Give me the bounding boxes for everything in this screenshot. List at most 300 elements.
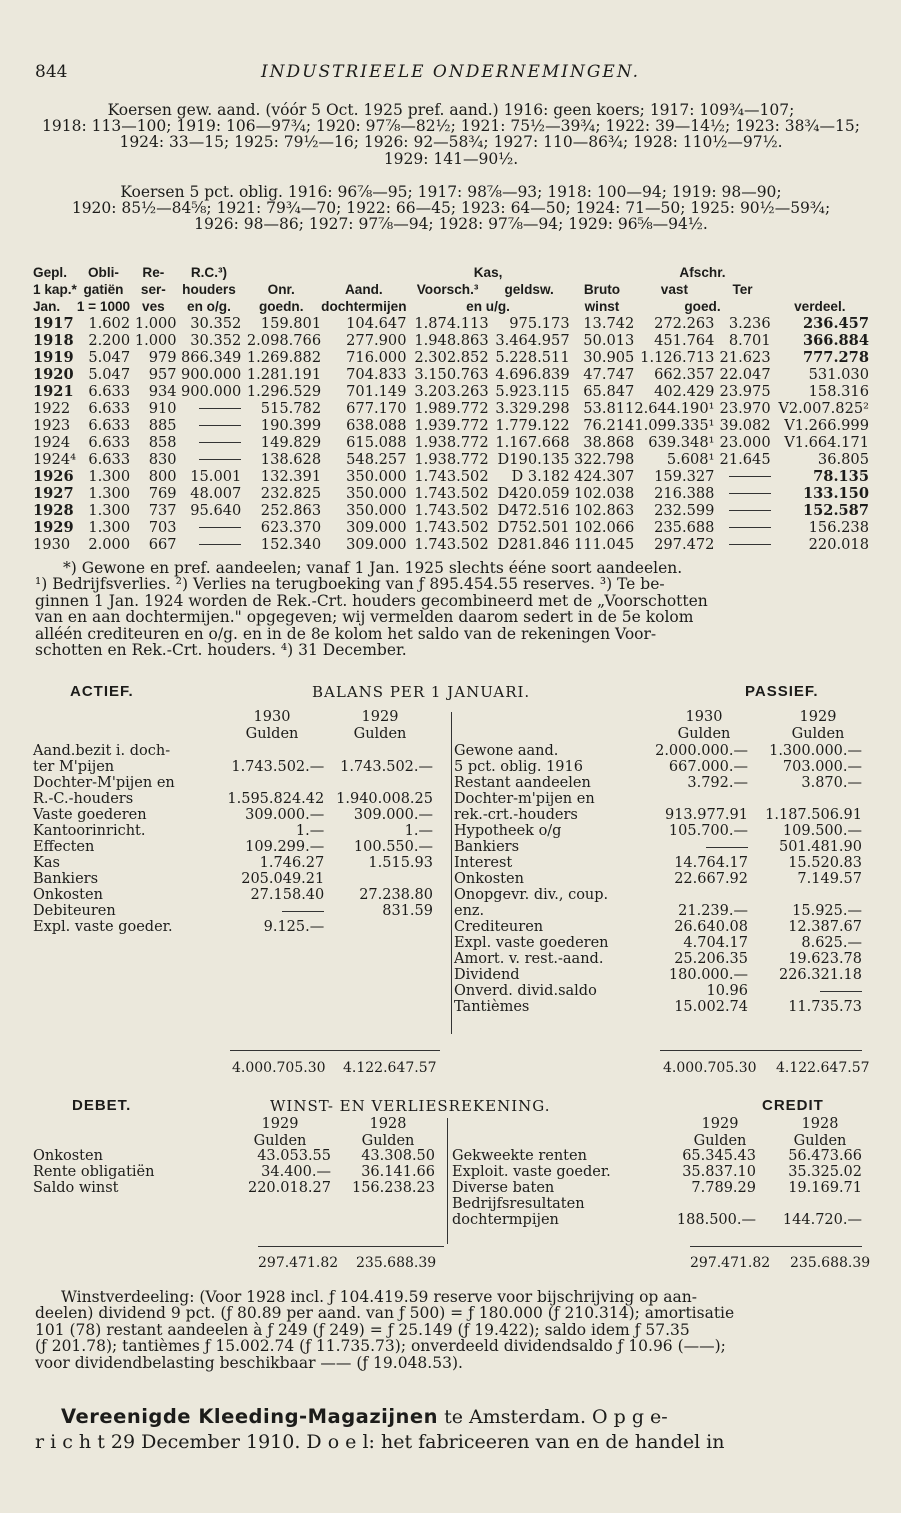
table-cell: 3.464.957 — [495, 331, 570, 349]
ledger-amount: 220.018.27 — [247, 1180, 331, 1196]
winst-debet-table — [33, 1148, 435, 1196]
ledger-amount: 667.000.— — [668, 759, 748, 775]
ledger-row — [454, 807, 862, 823]
table-cell: 737 — [148, 501, 177, 519]
table-cell: 48.007 — [190, 484, 242, 502]
ledger-amount: 9.125.— — [263, 919, 325, 935]
table-cell: 39.082 — [719, 416, 771, 434]
year-label: 1929 — [261, 1116, 299, 1132]
ledger-label: Restant aandeelen — [454, 775, 591, 791]
table-cell: 309.000 — [346, 518, 407, 536]
table-cell: 866.349 — [180, 348, 242, 366]
table-cell: 30.352 — [190, 314, 242, 332]
ledger-row — [454, 967, 862, 983]
table-cell: 111.045 — [573, 535, 635, 553]
table-cell: 1924 — [33, 433, 71, 451]
winst-year-col — [680, 1116, 760, 1149]
ledger-amount: 14.764.17 — [674, 855, 748, 871]
balans-passief-table — [454, 743, 862, 1015]
table-header-cell: geldsw. — [504, 281, 554, 297]
koersen-oblig-block — [35, 184, 867, 233]
table-cell: 1.989.772 — [414, 399, 489, 417]
table-cell: 548.257 — [346, 450, 407, 468]
company-location: te Amsterdam. O p g e- — [438, 1406, 668, 1428]
table-header-cell: winst — [584, 298, 620, 314]
ledger-amount: 15.520.83 — [788, 855, 862, 871]
year-label: 1929 — [701, 1116, 739, 1132]
table-cell: 102.066 — [573, 518, 635, 536]
koersen-line: Koersen 5 pct. oblig. 1916: 96⅞—95; 1917: 98⅞—93; 1918: 100—94; 1919: 98—90; — [120, 183, 782, 201]
table-cell: 1.300 — [88, 518, 131, 536]
table-cell: 515.782 — [260, 399, 322, 417]
table-header-cell — [570, 264, 635, 281]
ledger-amount: 1.743.502.— — [231, 759, 325, 775]
ledger-amount: 309.000.— — [245, 807, 325, 823]
table-cell: 30.352 — [190, 331, 242, 349]
table-header-cell: gatiën — [83, 281, 124, 297]
ledger-label: Debiteuren — [33, 903, 116, 919]
table-cell: 1.300 — [88, 467, 131, 485]
table-cell: 95.640 — [190, 501, 242, 519]
winst-title: WINST- EN VERLIESREKENING. — [270, 1097, 551, 1115]
ledger-label: Interest — [454, 855, 513, 871]
table-cell: 1928 — [33, 501, 74, 519]
balans-total: 4.000.705.30 — [663, 1060, 757, 1076]
ledger-label: Diverse baten — [452, 1180, 555, 1196]
winst-year-col — [348, 1116, 428, 1149]
ledger-amount: 226.321.18 — [778, 967, 862, 983]
table-header-cell: verdeel. — [794, 298, 846, 314]
table-cell: 1.938.772 — [414, 433, 489, 451]
ledger-amount: 65.345.43 — [682, 1148, 756, 1164]
table-header-cell — [771, 264, 869, 281]
ledger-label: Onverd. divid.saldo — [454, 983, 597, 999]
ledger-amount: 26.640.08 — [674, 919, 748, 935]
winst-total-rule — [690, 1246, 862, 1247]
ledger-amount — [324, 775, 433, 791]
table-cell: 4.696.839 — [495, 365, 570, 383]
ledger-amount: 19.169.71 — [788, 1180, 862, 1196]
table-cell: 8.701 — [728, 331, 771, 349]
company-line-2: r i c h t 29 December 1910. D o e l: het fabriceeren van en de handel in — [35, 1431, 725, 1453]
table-cell: 220.018 — [808, 535, 869, 553]
unit-label: Gulden — [791, 725, 845, 742]
table-cell: 1.939.772 — [414, 416, 489, 434]
table-cell: 1.602 — [88, 314, 131, 332]
table-cell: 1924⁴ — [33, 450, 76, 468]
ledger-row — [454, 839, 862, 855]
balans-total: 4.000.705.30 — [232, 1060, 326, 1076]
table-cell: 2.000 — [88, 535, 131, 553]
table-row — [33, 451, 869, 468]
year-label: 1929 — [799, 709, 837, 725]
ledger-row — [454, 919, 862, 935]
company-name: Vereenigde Kleeding-Magazijnen — [61, 1405, 439, 1428]
ledger-row — [454, 855, 862, 871]
table-cell: 2.200 — [88, 331, 131, 349]
table-cell: 1.296.529 — [246, 382, 322, 400]
table-cell: D 3.182 — [511, 467, 570, 485]
balans-actief-table — [33, 743, 433, 935]
table-cell: 1.938.772 — [414, 450, 489, 468]
table-cell: 1918 — [33, 331, 74, 349]
table-row — [33, 315, 869, 332]
ledger-row — [454, 791, 862, 807]
ledger-amount: 4.704.17 — [683, 935, 748, 951]
balans-total: 4.122.647.57 — [343, 1060, 437, 1076]
table-cell — [714, 485, 770, 502]
ledger-label: R.-C.-houders — [33, 791, 134, 807]
ledger-label: Tantièmes — [454, 999, 530, 1015]
ledger-row — [33, 855, 433, 871]
table-cell: 2.302.852 — [414, 348, 489, 366]
table-cell: 1920 — [33, 365, 74, 383]
unit-label: Gulden — [677, 725, 731, 742]
table-row — [33, 332, 869, 349]
ledger-row — [454, 887, 862, 903]
ledger-row — [33, 823, 433, 839]
table-cell — [177, 536, 242, 553]
running-title: INDUSTRIEELE ONDERNEMINGEN. — [260, 62, 641, 82]
ledger-amount: 144.720.— — [782, 1212, 862, 1228]
dash-mark — [199, 425, 241, 426]
ledger-label: Bedrijfsresultaten — [452, 1196, 585, 1212]
table-cell: 149.829 — [260, 433, 322, 451]
table-cell: 5.608¹ — [666, 450, 715, 468]
table-cell: 3.203.263 — [414, 382, 489, 400]
winstverdeeling-line: Winstverdeeling: (Voor 1928 incl. ƒ 104.419.59 reserve voor bijschrijving op aan- — [61, 1288, 697, 1306]
winst-credit-table — [452, 1148, 862, 1228]
ledger-label: Onkosten — [33, 1148, 103, 1164]
balans-passief-heading: PASSIEF. — [745, 683, 819, 700]
ledger-label: Gekweekte renten — [452, 1148, 587, 1164]
table-header-cell: Gepl. — [33, 264, 67, 280]
table-cell — [177, 400, 242, 417]
table-cell: 900.000 — [180, 382, 242, 400]
ledger-amount: 109.299.— — [245, 839, 325, 855]
ledger-row — [454, 983, 862, 999]
ledger-amount: 501.481.90 — [778, 839, 862, 855]
page-number: 844 — [35, 62, 68, 82]
winstverdeeling-line: 101 (78) restant aandeelen à ƒ 249 (ƒ 249) = ƒ 25.149 (ƒ 19.422); saldo idem ƒ 57.35 — [35, 1320, 690, 1339]
ledger-row — [33, 807, 433, 823]
table-cell: 2.098.766 — [246, 331, 322, 349]
ledger-amount: 3.870.— — [801, 775, 862, 791]
table-cell: 132.391 — [260, 467, 322, 485]
ledger-amount — [662, 1196, 756, 1212]
table-cell: 6.633 — [88, 450, 131, 468]
table-cell: 1.000 — [134, 331, 177, 349]
koersen-line: Koersen gew. aand. (vóór 5 Oct. 1925 pref. aand.) 1916: geen koers; 1917: 109¾—107; — [107, 101, 795, 119]
ledger-amount — [227, 903, 324, 919]
year-label: 1928 — [369, 1116, 407, 1132]
dash-mark — [729, 544, 771, 545]
table-header-row — [33, 298, 869, 315]
table-cell: 1.779.122 — [495, 416, 570, 434]
ledger-row — [454, 871, 862, 887]
table-cell: 677.170 — [346, 399, 407, 417]
ledger-label: Saldo winst — [33, 1180, 119, 1196]
table-header-cell: Voorsch.³ — [416, 281, 479, 297]
ledger-label: 5 pct. oblig. 1916 — [454, 759, 583, 775]
ledger-label: Kas — [33, 855, 60, 871]
ledger-amount: 12.387.67 — [788, 919, 862, 935]
table-cell: 22.047 — [719, 365, 771, 383]
footnote-line: *) Gewone en pref. aandeelen; vanaf 1 Jan. 1925 slechts ééne soort aandeelen. — [63, 559, 683, 577]
ledger-amount: 703.000.— — [782, 759, 862, 775]
ledger-amount: 43.308.50 — [361, 1148, 435, 1164]
table-cell: 1921 — [33, 382, 74, 400]
ledger-amount: 913.977.91 — [664, 807, 748, 823]
table-header-cell: ves — [142, 298, 165, 314]
table-row — [33, 485, 869, 502]
table-cell: 76.214 — [583, 416, 635, 434]
ledger-label: Gewone aand. — [454, 743, 559, 759]
ledger-amount: 35.325.02 — [788, 1164, 862, 1180]
ledger-amount: 21.239.— — [678, 903, 748, 919]
footnote-line: ginnen 1 Jan. 1924 worden de Rek.-Crt. houders gecombineerd met de „Voorschotten — [35, 591, 708, 610]
table-header-cell — [321, 264, 406, 281]
dash-mark — [729, 493, 771, 494]
ledger-row — [452, 1212, 862, 1228]
table-cell: 277.900 — [346, 331, 407, 349]
table-cell: V1.266.999 — [784, 416, 869, 434]
table-cell: 979 — [148, 348, 177, 366]
table-cell: 159.801 — [260, 314, 322, 332]
winst-total: 235.688.39 — [356, 1255, 437, 1271]
table-cell: 138.628 — [260, 450, 322, 468]
ledger-amount: 205.049.21 — [241, 871, 325, 887]
winstverdeeling-line: deelen) dividend 9 pct. (ƒ 80.89 per aand. van ƒ 500) = ƒ 180.000 (ƒ 210.314); amortisatie — [35, 1304, 735, 1323]
ledger-row — [454, 951, 862, 967]
dash-mark — [729, 476, 771, 477]
ledger-amount — [756, 1196, 862, 1212]
table-header-cell: vast — [660, 281, 688, 297]
unit-label: Gulden — [793, 1132, 847, 1149]
table-cell: 1930 — [33, 535, 71, 553]
balans-total-rule — [660, 1050, 862, 1051]
unit-label: Gulden — [693, 1132, 747, 1149]
table-cell: 900.000 — [180, 365, 242, 383]
ledger-amount: 309.000.— — [353, 807, 433, 823]
ledger-amount: 105.700.— — [668, 823, 748, 839]
table-cell: 133.150 — [802, 484, 869, 502]
unit-label: Gulden — [361, 1132, 415, 1149]
table-cell: 957 — [148, 365, 177, 383]
ledger-amount: 27.158.40 — [250, 887, 325, 903]
table-cell: 6.633 — [88, 416, 131, 434]
table-cell: 1.281.191 — [246, 365, 322, 383]
table-cell: D472.516 — [497, 501, 570, 519]
table-cell: 1923 — [33, 416, 71, 434]
ledger-label: Expl. vaste goederen — [454, 935, 609, 951]
ledger-label: Exploit. vaste goeder. — [452, 1164, 611, 1180]
ledger-label: Dochter-m'pijen en — [454, 791, 595, 807]
koersen-line: 1920: 85½—84⅝; 1921: 79¾—70; 1922: 66—45; 1923: 64—50; 1924: 71—50; 1925: 90½—59¾; — [71, 199, 831, 218]
koersen-line: 1924: 33—15; 1925: 79½—16; 1926: 92—58¾; 1927: 110—86¾; 1928: 110½—97½. — [119, 133, 783, 152]
table-cell: 30.905 — [583, 348, 635, 366]
unit-label: Gulden — [253, 1132, 307, 1149]
ledger-amount: 1.746.27 — [259, 855, 325, 871]
table-header-cell: Jan. — [33, 298, 61, 314]
table-cell: 704.833 — [346, 365, 407, 383]
ledger-row — [33, 919, 433, 935]
ledger-amount — [748, 983, 862, 999]
table-cell: 235.688 — [654, 518, 715, 536]
footnote-line: alléén crediteuren en o/g. en in de 8e kolom het saldo van de rekeningen Voor- — [35, 624, 657, 643]
table-row — [33, 400, 869, 417]
table-cell: 1.000 — [134, 314, 177, 332]
winstverdeeling-line: (ƒ 201.78); tantièmes ƒ 15.002.74 (ƒ 11.735.73); onverdeeld dividendsaldo ƒ 10.96 (——); — [35, 1337, 726, 1356]
table-cell: 1926 — [33, 467, 74, 485]
dash-mark — [199, 408, 241, 409]
table-cell: 1919 — [33, 348, 74, 366]
ledger-label: Vaste goederen — [33, 807, 147, 823]
table-cell: D190.135 — [497, 450, 570, 468]
table-cell: 350.000 — [346, 484, 407, 502]
table-cell: 1.743.502 — [414, 501, 489, 519]
table-cell: 216.388 — [654, 484, 715, 502]
ledger-amount: 11.735.73 — [788, 999, 862, 1015]
table-cell: D752.501 — [497, 518, 570, 536]
table-header-cell: en u/g. — [466, 298, 510, 314]
table-header-cell: ser- — [140, 281, 166, 297]
table-row — [33, 468, 869, 485]
ledger-amount: 109.500.— — [782, 823, 862, 839]
table-cell: 424.307 — [573, 467, 635, 485]
ledger-label: rek.-crt.-houders — [454, 807, 578, 823]
table-cell — [714, 502, 770, 519]
table-cell: 2.644.190¹ — [634, 399, 715, 417]
table-cell — [714, 536, 770, 553]
ledger-row — [33, 1148, 435, 1164]
table-cell: 23.970 — [719, 399, 771, 417]
table-cell: 23.000 — [719, 433, 771, 451]
table-header-cell: Ter — [732, 281, 753, 297]
unit-label: Gulden — [353, 725, 407, 742]
table-cell: 1.167.668 — [495, 433, 570, 451]
ledger-amount: 1.— — [404, 823, 433, 839]
table-cell: 1.269.882 — [246, 348, 322, 366]
table-cell: 152.340 — [260, 535, 322, 553]
ledger-row — [454, 935, 862, 951]
ledger-row — [454, 903, 862, 919]
ledger-amount: 10.96 — [706, 983, 748, 999]
dash-mark — [706, 847, 748, 848]
ledger-row — [33, 839, 433, 855]
table-cell: 1.300 — [88, 501, 131, 519]
ledger-row — [33, 743, 433, 759]
ledger-label: Dividend — [454, 967, 520, 983]
table-cell: 1.743.502 — [414, 535, 489, 553]
winst-year-col — [240, 1116, 320, 1149]
table-cell: 102.038 — [573, 484, 635, 502]
table-cell: 1.743.502 — [414, 518, 489, 536]
table-row — [33, 417, 869, 434]
winst-total-rule — [258, 1246, 444, 1247]
table-cell — [177, 451, 242, 468]
ledger-amount: 1.187.506.91 — [765, 807, 862, 823]
table-cell: 272.263 — [654, 314, 715, 332]
ledger-label: Aand.bezit i. doch- — [33, 743, 171, 759]
table-cell: 104.647 — [346, 314, 407, 332]
ledger-amount: 35.837.10 — [682, 1164, 756, 1180]
table-cell: 910 — [148, 399, 177, 417]
ledger-row — [454, 823, 862, 839]
ledger-amount: 1.940.008.25 — [336, 791, 433, 807]
ledger-row — [454, 743, 862, 759]
table-cell: 297.472 — [654, 535, 715, 553]
ledger-amount — [227, 743, 324, 759]
winst-credit-heading: CREDIT — [762, 1097, 824, 1114]
ledger-label: Kantoorinricht. — [33, 823, 146, 839]
ledger-amount — [324, 743, 433, 759]
dash-mark — [729, 527, 771, 528]
table-cell: 1.874.113 — [414, 314, 489, 332]
table-cell: 1.300 — [88, 484, 131, 502]
company-entry — [35, 1404, 867, 1455]
balans-title: BALANS PER 1 JANUARI. — [312, 683, 531, 701]
ledger-amount — [652, 791, 748, 807]
table-cell: 232.599 — [654, 501, 715, 519]
table-cell: 102.863 — [573, 501, 635, 519]
table-cell: 703 — [148, 518, 177, 536]
ledger-row — [33, 903, 433, 919]
balans-year-col — [664, 709, 744, 742]
ledger-row — [33, 871, 433, 887]
table-cell: 402.429 — [654, 382, 715, 400]
ledger-label: Onkosten — [454, 871, 524, 887]
ledger-amount: 1.743.502.— — [340, 759, 433, 775]
year-label: 1928 — [801, 1116, 839, 1132]
table-cell: 50.013 — [583, 331, 635, 349]
table-header-cell — [241, 264, 321, 281]
table-cell: 1.743.502 — [414, 484, 489, 502]
winst-total: 297.471.82 — [258, 1255, 339, 1271]
ledger-amount: 7.789.29 — [691, 1180, 756, 1196]
ledger-label: Dochter-M'pijen en — [33, 775, 175, 791]
ledger-amount: 2.000.000.— — [655, 743, 748, 759]
table-header-cell: en o/g. — [187, 298, 231, 314]
table-cell: 3.329.298 — [495, 399, 570, 417]
ledger-row — [454, 759, 862, 775]
ledger-label: Rente obligatiën — [33, 1164, 155, 1180]
table-header-cell: Obli- — [87, 264, 119, 280]
table-cell: 78.135 — [813, 467, 869, 485]
table-header-cell: R.C.³) — [190, 264, 228, 280]
table-row — [33, 502, 869, 519]
table-cell: 934 — [148, 382, 177, 400]
table-cell: 13.742 — [583, 314, 635, 332]
balans-year-col — [340, 709, 420, 742]
table-cell: 769 — [148, 484, 177, 502]
ledger-amount: 100.550.— — [353, 839, 433, 855]
table-row — [33, 519, 869, 536]
dash-mark — [199, 442, 241, 443]
winst-total: 235.688.39 — [790, 1255, 871, 1271]
table-cell: 1.126.713 — [640, 348, 715, 366]
table-header-cell: Afschr. — [679, 264, 726, 280]
ledger-label: Crediteuren — [454, 919, 544, 935]
statistics-table — [33, 264, 869, 553]
winstverdeeling-line: voor dividendbelasting beschikbaar —— (ƒ 19.048.53). — [35, 1353, 463, 1372]
table-header-cell: Bruto — [583, 281, 621, 297]
ledger-amount — [324, 919, 433, 935]
ledger-amount: 56.473.66 — [788, 1148, 862, 1164]
table-cell: 309.000 — [346, 535, 407, 553]
table-cell: 252.863 — [260, 501, 322, 519]
balans-actief-heading: ACTIEF. — [70, 683, 134, 700]
